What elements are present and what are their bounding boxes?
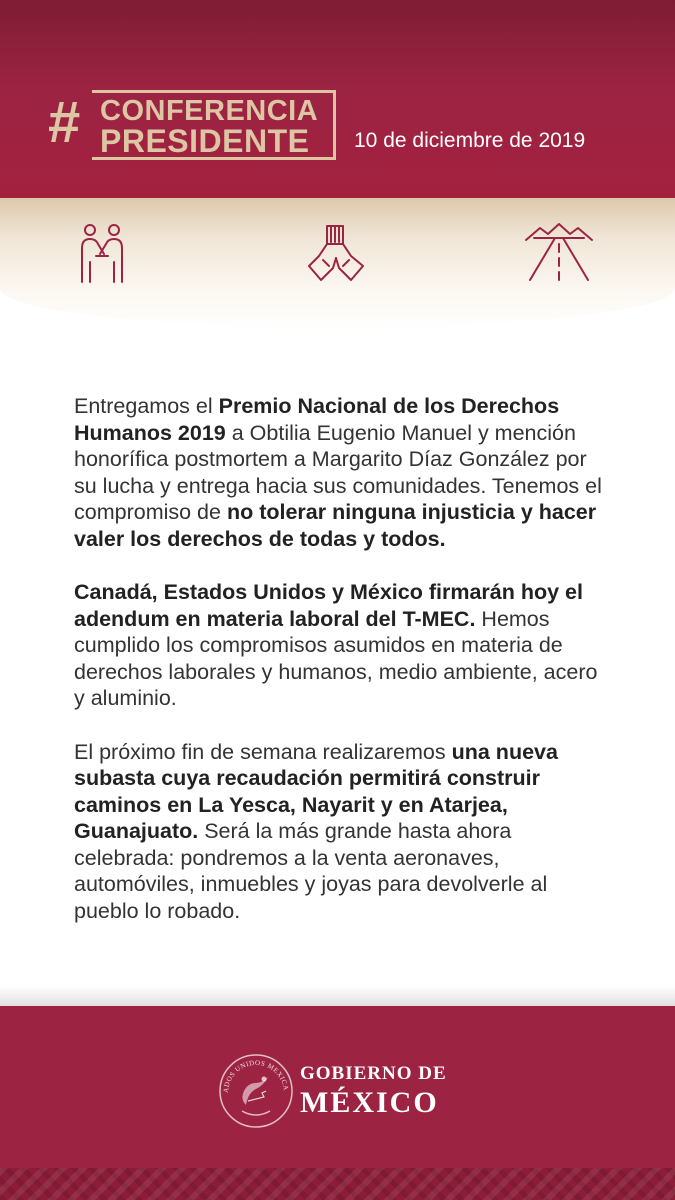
united-hands-icon — [305, 222, 367, 284]
hashtag-line-conferencia: CONFERENCIA — [100, 95, 319, 127]
header-banner — [0, 0, 675, 198]
paragraph-t-mec — [74, 579, 614, 712]
bold-text: una nueva subasta cuya recaudación permitirá construir caminos en La Yesca, Nayarit y en Atarjea, Guanajuato. — [74, 739, 558, 843]
main-text — [74, 393, 614, 951]
mexico-label: MÉXICO — [300, 1086, 439, 1119]
gobierno-label: GOBIERNO DE — [300, 1063, 447, 1084]
handshake-people-icon — [74, 222, 130, 284]
bold-text: Premio Nacional de los Derechos Humanos 2019 — [74, 394, 560, 445]
date-label: 10 de diciembre de 2019 — [354, 129, 586, 152]
hashtag-symbol: # — [48, 90, 81, 155]
text-span: Hemos cumplido los compromisos asumidos en materia de derechos laborales y humanos, medio ambiente, acero y aluminio. — [74, 606, 598, 710]
text-span: Será la más grande hasta ahora celebrada: pondremos a la venta aeronaves, automóviles, inmuebles y joyas para devolverle al pueblo lo robado. — [74, 819, 548, 923]
bold-text: Canadá, Estados Unidos y México firmarán hoy el adendum en materia laboral del T-MEC. — [74, 580, 583, 631]
text-span: El próximo fin de semana realizaremos — [74, 739, 452, 764]
hashtag-line-presidente: PRESIDENTE — [100, 123, 310, 159]
national-seal-icon — [218, 1053, 294, 1129]
hashtag-logo — [48, 90, 338, 162]
text-span: a Obtilia Eugenio Manuel y mención honorífica postmortem a Margarito Díaz González por su lucha y entrega hacia sus comunidades. Tenemos el compromiso de — [74, 420, 602, 524]
text-span: Entregamos el — [74, 394, 219, 418]
bold-text: no tolerar ninguna injusticia y hacer valer los derechos de todas y todos. — [74, 500, 597, 551]
footer-pattern — [0, 1168, 675, 1200]
road-mountains-icon — [524, 222, 594, 282]
seal-text: ADOS UNIDOS MEXICA — [221, 1058, 290, 1094]
paragraph-derechos-humanos — [74, 393, 614, 552]
paragraph-subasta — [74, 739, 614, 925]
